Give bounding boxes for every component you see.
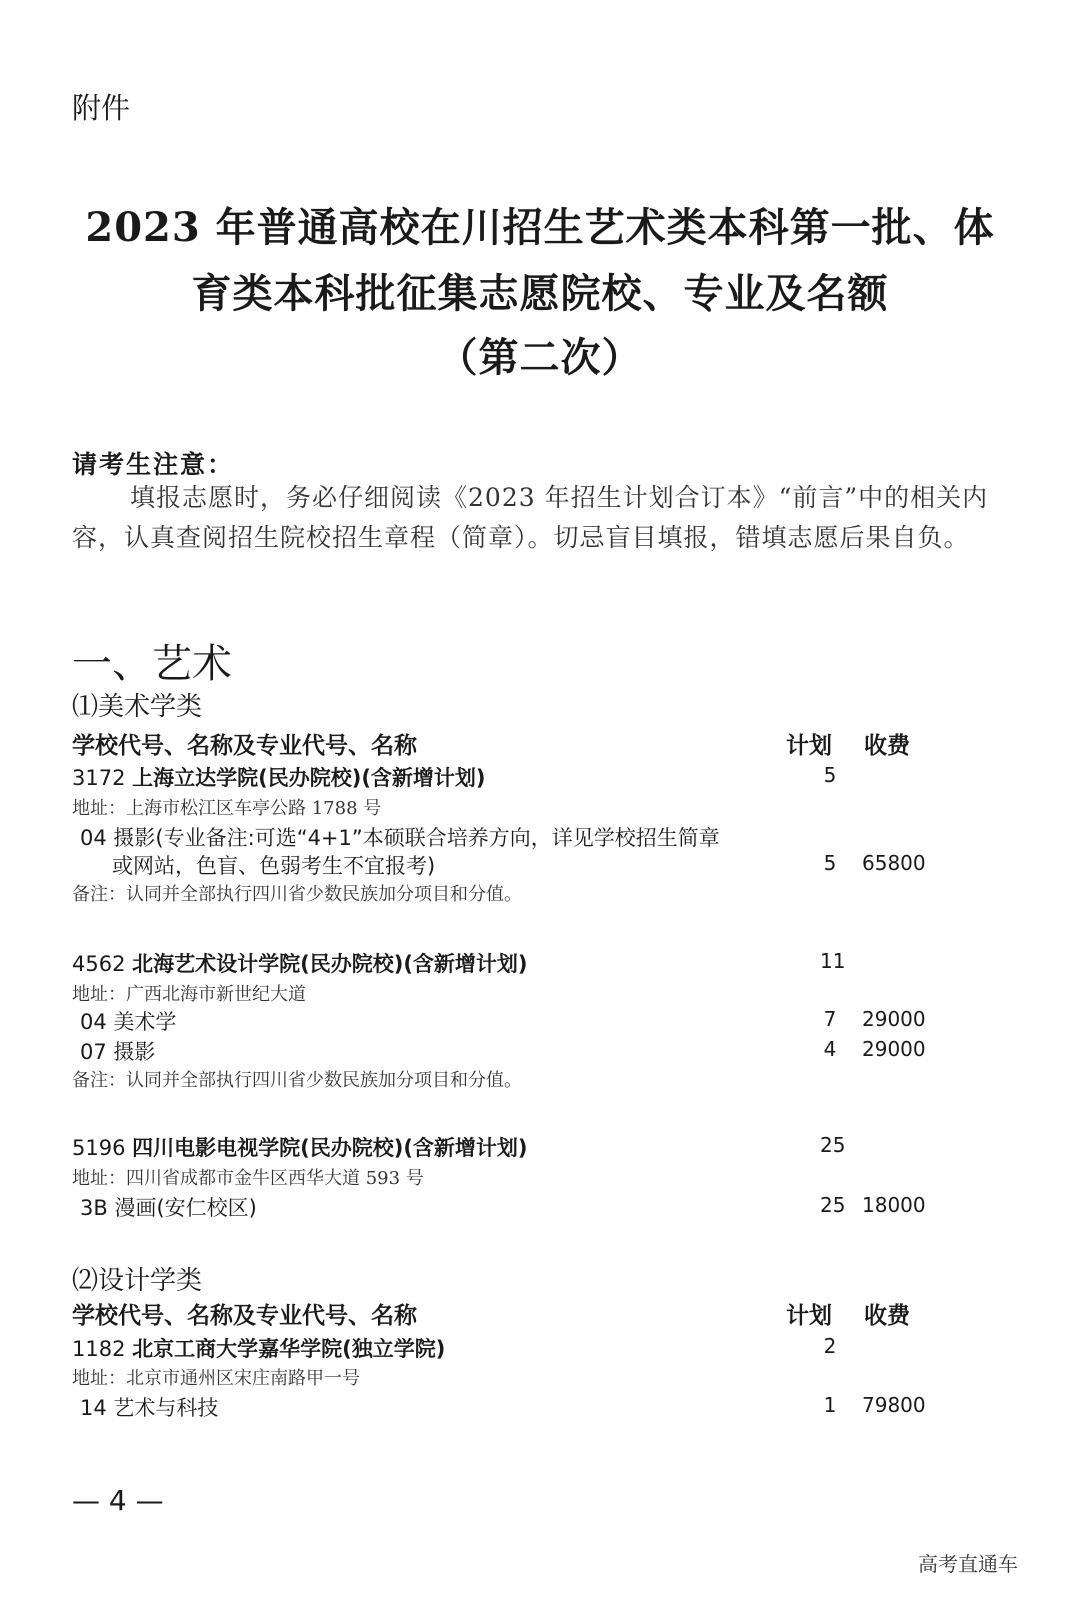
header-plan: 计划 (786, 733, 832, 759)
header-school: 学校代号、名称及专业代号、名称 (72, 1303, 417, 1329)
school-name: 北京工商大学嘉华学院(独立学院) (132, 1337, 446, 1361)
major-code: 04 (80, 1010, 107, 1034)
school-row (72, 1333, 445, 1363)
school-address: 地址：上海市松江区车亭公路 1788 号 (72, 798, 382, 819)
school-plan: 2 (823, 1334, 837, 1358)
header-fee: 收费 (864, 733, 910, 759)
school-address: 地址：四川省成都市金牛区西华大道 593 号 (72, 1168, 424, 1189)
major-name-cont: 或网站，色盲、色弱考生不宜报考) (112, 854, 436, 878)
title-line-1: 2023 年普通高校在川招生艺术类本科第一批、体 (85, 204, 995, 251)
school-remark: 备注：认同并全部执行四川省少数民族加分项目和分值。 (72, 884, 522, 905)
school-code: 5196 (72, 1136, 126, 1160)
school-row (72, 948, 528, 978)
major-fee: 65800 (862, 851, 926, 875)
major-row (80, 1036, 155, 1066)
notice-heading: 请考生注意： (72, 450, 235, 479)
major-name: 摄影 (113, 1040, 156, 1064)
header-school: 学校代号、名称及专业代号、名称 (72, 733, 417, 759)
major-plan: 25 (820, 1193, 846, 1217)
watermark-text: 高考直通车 (918, 1552, 1018, 1576)
title-line-3: （第二次） (437, 334, 643, 381)
major-code: 3B (80, 1196, 108, 1220)
school-plan: 5 (823, 763, 837, 787)
school-code: 1182 (72, 1337, 126, 1361)
major-code: 04 (80, 826, 107, 850)
page-number: — 4 — (72, 1484, 164, 1517)
school-plan: 11 (820, 949, 846, 973)
major-code: 07 (80, 1040, 107, 1064)
category-title: ⑵设计学类 (72, 1266, 203, 1296)
attachment-label: 附件 (72, 91, 131, 125)
major-fee: 29000 (862, 1037, 926, 1061)
major-plan: 5 (823, 851, 837, 875)
school-code: 3172 (72, 766, 126, 790)
title-line-2: 育类本科批征集志愿院校、专业及名额 (191, 270, 889, 317)
school-name: 上海立达学院(民办院校)(含新增计划) (132, 766, 486, 790)
major-name: 摄影(专业备注:可选“4+1”本硕联合培养方向，详见学校招生简章 (113, 826, 720, 850)
major-plan: 7 (823, 1007, 837, 1031)
category-title: ⑴美术学类 (72, 692, 203, 722)
school-row (72, 762, 486, 792)
school-code: 4562 (72, 952, 126, 976)
section-title: 一、艺术 (72, 641, 232, 687)
school-address: 地址：广西北海市新世纪大道 (72, 984, 306, 1005)
major-fee: 29000 (862, 1007, 926, 1031)
major-row (80, 1192, 257, 1222)
school-name: 北海艺术设计学院(民办院校)(含新增计划) (132, 952, 528, 976)
major-name: 艺术与科技 (113, 1396, 219, 1420)
notice-body (72, 478, 1032, 558)
major-fee: 18000 (862, 1193, 926, 1217)
major-row (80, 1392, 218, 1422)
major-code: 14 (80, 1396, 107, 1420)
school-remark: 备注：认同并全部执行四川省少数民族加分项目和分值。 (72, 1070, 522, 1091)
school-address: 地址：北京市通州区宋庄南路甲一号 (72, 1368, 360, 1389)
school-plan: 25 (820, 1133, 846, 1157)
notice-text: 填报志愿时，务必仔细阅读《2023 年招生计划合订本》“前言”中的相关内容，认真查阅招生院校招生章程（简章）。切忌盲目填报，错填志愿后果自负。 (72, 483, 989, 552)
school-row (72, 1132, 528, 1162)
header-fee: 收费 (864, 1303, 910, 1329)
header-plan: 计划 (786, 1303, 832, 1329)
major-plan: 4 (823, 1037, 837, 1061)
major-name: 漫画(安仁校区) (114, 1196, 257, 1220)
school-name: 四川电影电视学院(民办院校)(含新增计划) (132, 1136, 528, 1160)
major-row (80, 1006, 176, 1036)
major-row (80, 822, 720, 852)
major-fee: 79800 (862, 1393, 926, 1417)
major-plan: 1 (823, 1393, 837, 1417)
major-name: 美术学 (113, 1010, 177, 1034)
